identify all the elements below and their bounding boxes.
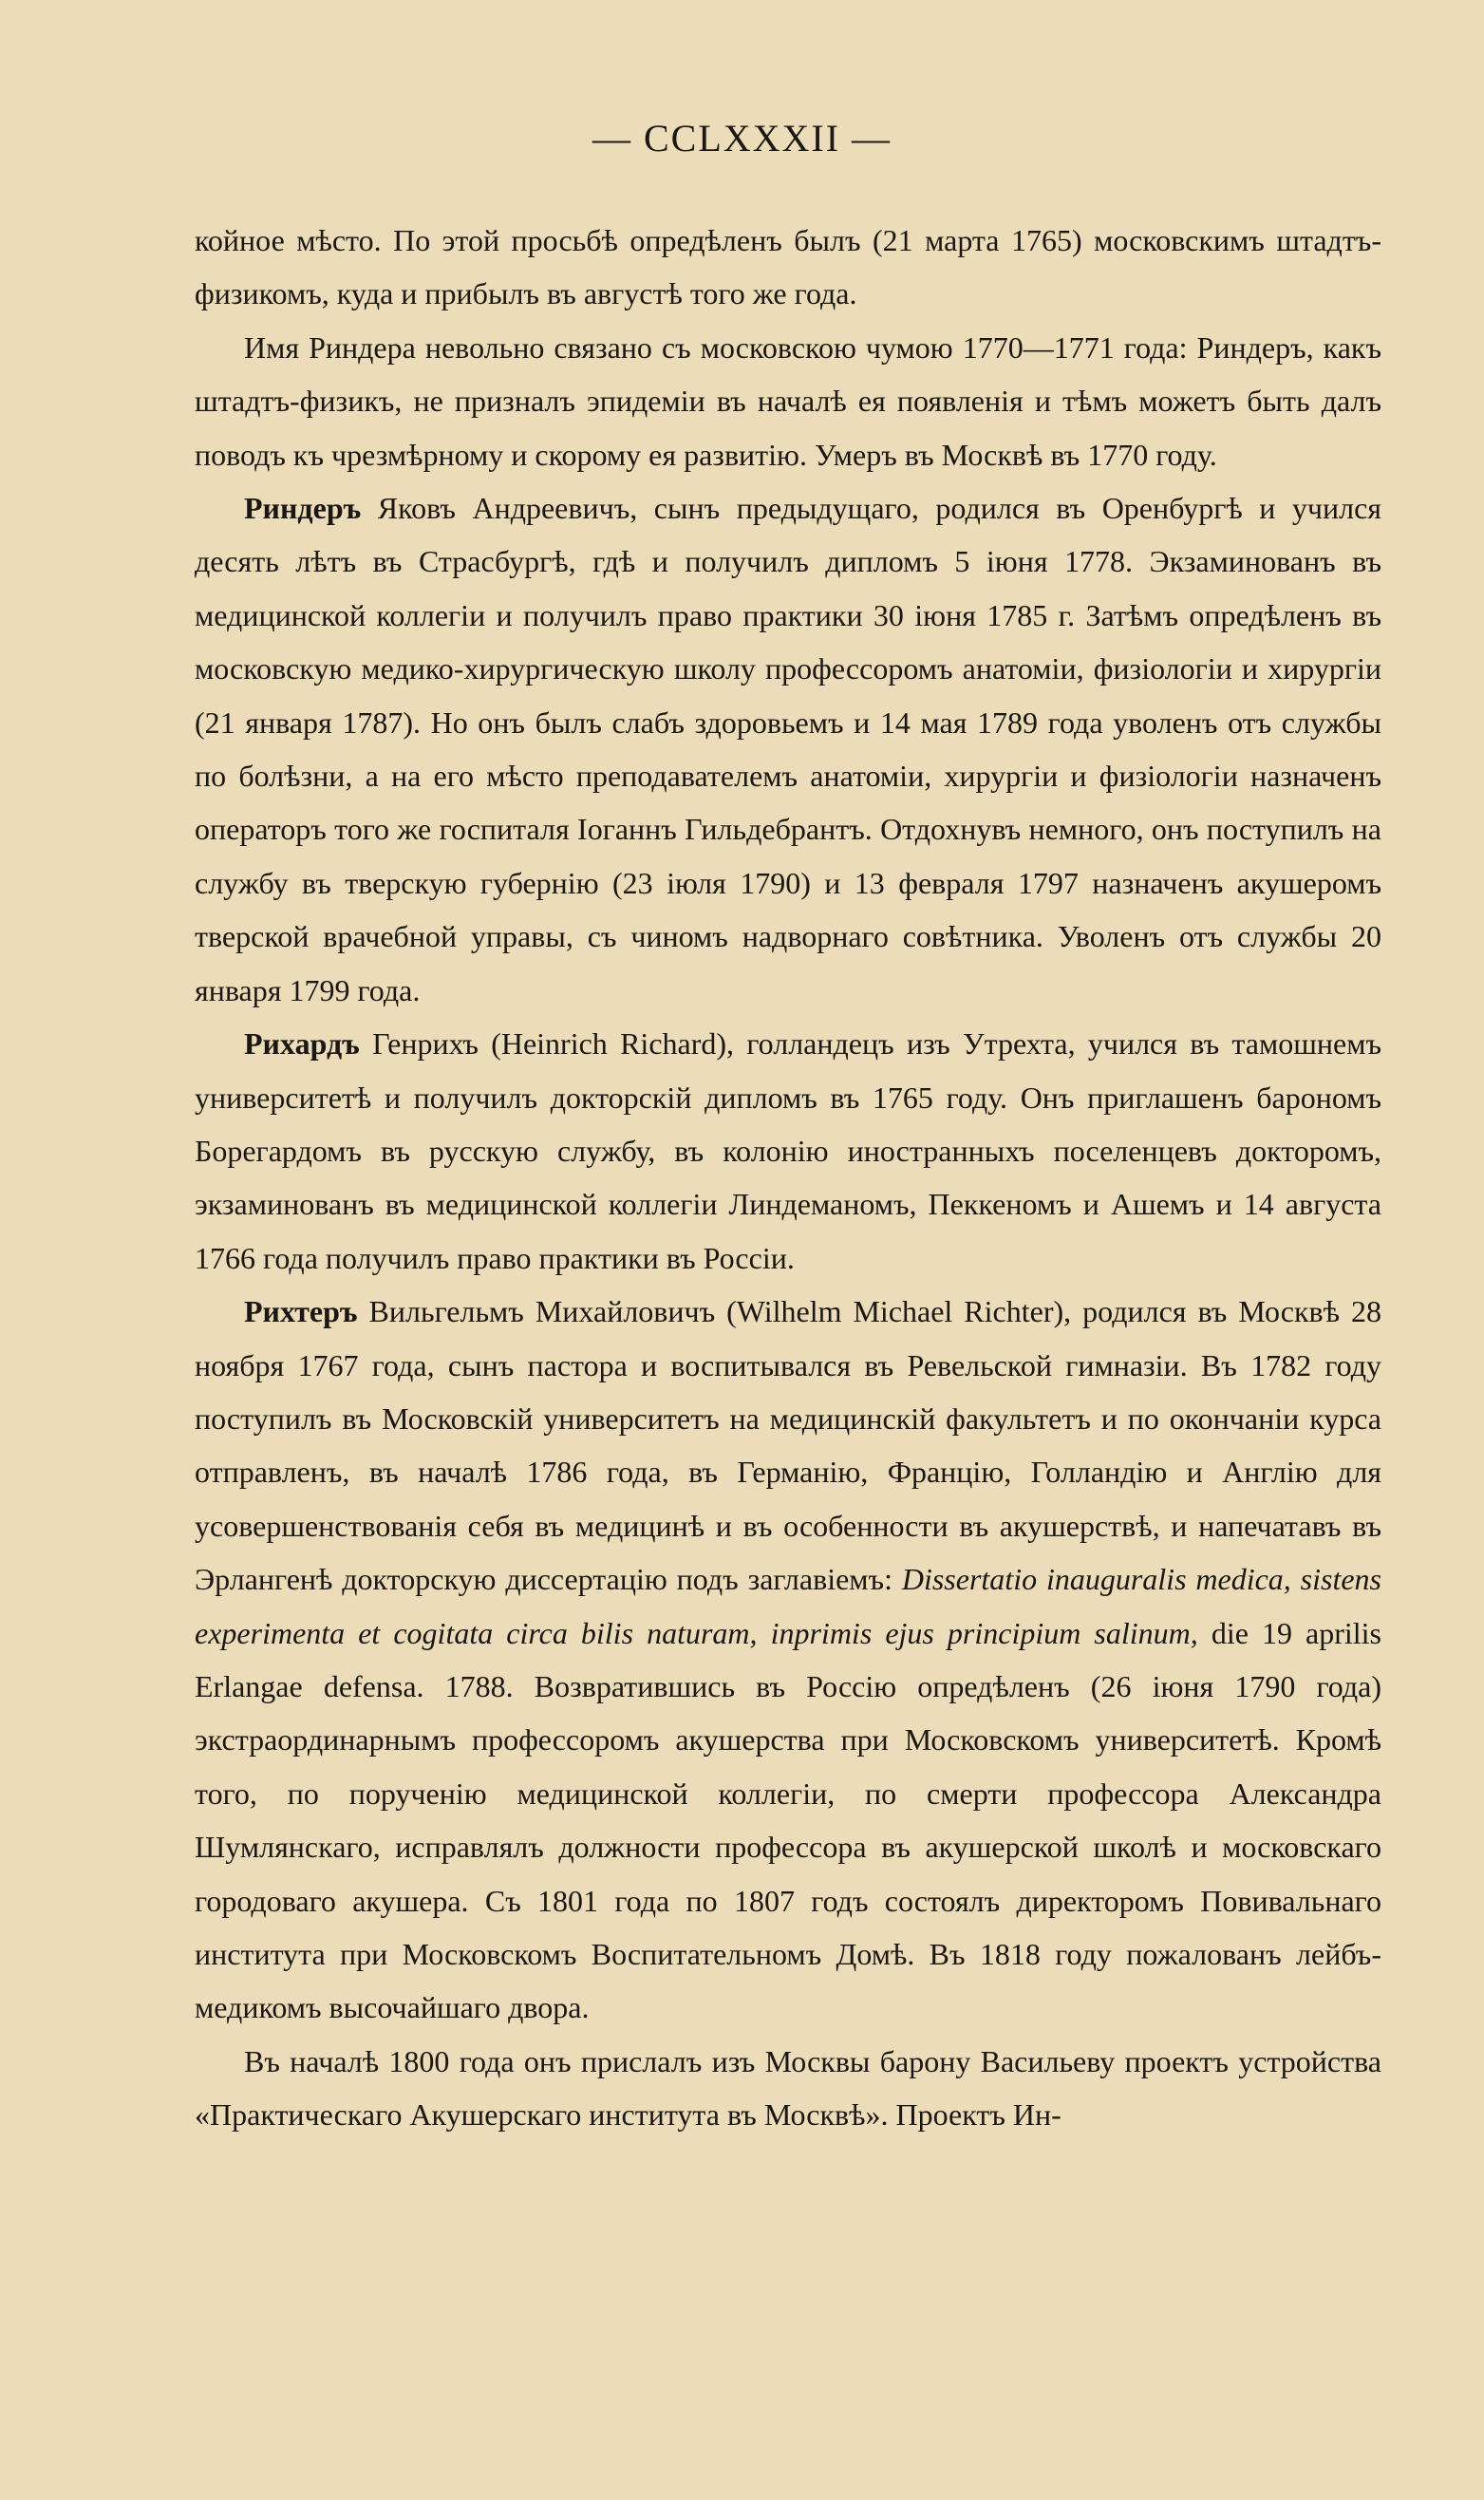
paragraph-text: Яковъ Андреевичъ, сынъ предыдущаго, родился въ Оренбургѣ и учился десять лѣтъ въ Страсбургѣ, гдѣ и получилъ дипломъ 5 іюня 1778. Экзаминованъ въ медицинской коллегіи и получилъ право практики 30 іюня 1785 г. Затѣмъ опредѣленъ въ московскую медико-хирургическую школу профессоромъ анатоміи, физіологіи и хирургіи (21 января 1787). Но онъ былъ слабъ здоровьемъ и 14 мая 1789 года уволенъ отъ службы по болѣзни, а на его мѣсто преподавателемъ анатоміи, хирургіи и физіологіи назначенъ операторъ того же госпиталя Іоганнъ Гильдебрантъ. Отдохнувъ немного, онъ поступилъ на службу въ тверскую губернію (23 іюля 1790) и 13 февраля 1797 назначенъ акушеромъ тверской врачебной управы, съ чиномъ надворнаго совѣтника. Уволенъ отъ службы 20 января 1799 года.: [195, 491, 1381, 1007]
paragraph-p5: [195, 1285, 1381, 2035]
paragraph-p2: [195, 321, 1381, 481]
entry-name: Риндеръ: [244, 491, 362, 526]
paragraph-text: Генрихъ (Heinrich Richard), голландецъ изъ Утрехта, учился въ тамошнемъ университетѣ и получилъ докторскій дипломъ въ 1765 году. Онъ приглашенъ барономъ Борегардомъ въ русскую службу, въ колонію иностранныхъ поселенцевъ докторомъ, экзаминованъ въ медицинской коллегіи Линдеманомъ, Пеккеномъ и Ашемъ и 14 августа 1766 года получилъ право практики въ Россіи.: [195, 1026, 1381, 1275]
paragraph-p6: [195, 2035, 1381, 2142]
paragraph-text: Вильгельмъ Михайловичъ (Wilhelm Michael Richter), родился въ Москвѣ 28 ноября 1767 года, сынъ пастора и воспитывался въ Ревельской гимназіи. Въ 1782 году поступилъ въ Московскій университетъ на медицинскій факультетъ и по окончаніи курса отправленъ, въ началѣ 1786 года, въ Германію, Францію, Голландію и Англію для усовершенствованія себя въ медицинѣ и въ особенности въ акушерствѣ, и напечатавъ въ Эрлангенѣ докторскую диссертацію подъ заглавіемъ:: [195, 1294, 1381, 1597]
paragraph-text: die 19 aprilis Erlangae defensa. 1788. Возвратившись въ Россію опредѣленъ (26 іюня 1790 года) экстраординарнымъ профессоромъ акушерства при Московскомъ университетѣ. Кромѣ того, по порученію медицинской коллегіи, по смерти профессора Александра Шумлянскаго, исправлялъ должности профессора въ акушерской школѣ и московскаго городоваго акушера. Съ 1801 года по 1807 годъ состоялъ директоромъ Повивальнаго института при Московскомъ Воспитательномъ Домѣ. Въ 1818 году пожалованъ лейбъ-медикомъ высочайшаго двора.: [195, 1615, 1382, 2025]
entry-name: Рихтеръ: [244, 1294, 358, 1329]
entry-name: Рихардъ: [244, 1026, 360, 1062]
paragraph-p1: [195, 214, 1381, 321]
paragraph-p4: [195, 1017, 1381, 1285]
paragraph-text: Въ началѣ 1800 года онъ прислалъ изъ Москвы барону Васильеву проектъ устройства «Практическаго Акушерскаго института въ Москвѣ». Проектъ Ин-: [195, 2043, 1381, 2133]
latin-title: Dissertatio inauguralis medica, sistens experimenta et cogitata circa bilis naturam, inprimis ejus principium salinum,: [195, 1562, 1382, 1650]
page-number-header: — CCLXXXII —: [592, 117, 892, 160]
paragraph-p3: [195, 481, 1381, 1017]
paragraph-text: койное мѣсто. По этой просьбѣ опредѣленъ былъ (21 марта 1765) московскимъ штадтъ-физикомъ, куда и прибылъ въ августѣ того же года.: [195, 223, 1381, 311]
body-text: [195, 214, 1381, 2142]
paragraph-text: Имя Риндера невольно связано съ московскою чумою 1770—1771 года: Риндеръ, какъ штадтъ-физикъ, не призналъ эпидеміи въ началѣ ея появленія и тѣмъ можетъ быть далъ поводъ къ чрезмѣрному и скорому ея развитію. Умеръ въ Москвѣ въ 1770 году.: [195, 329, 1381, 472]
